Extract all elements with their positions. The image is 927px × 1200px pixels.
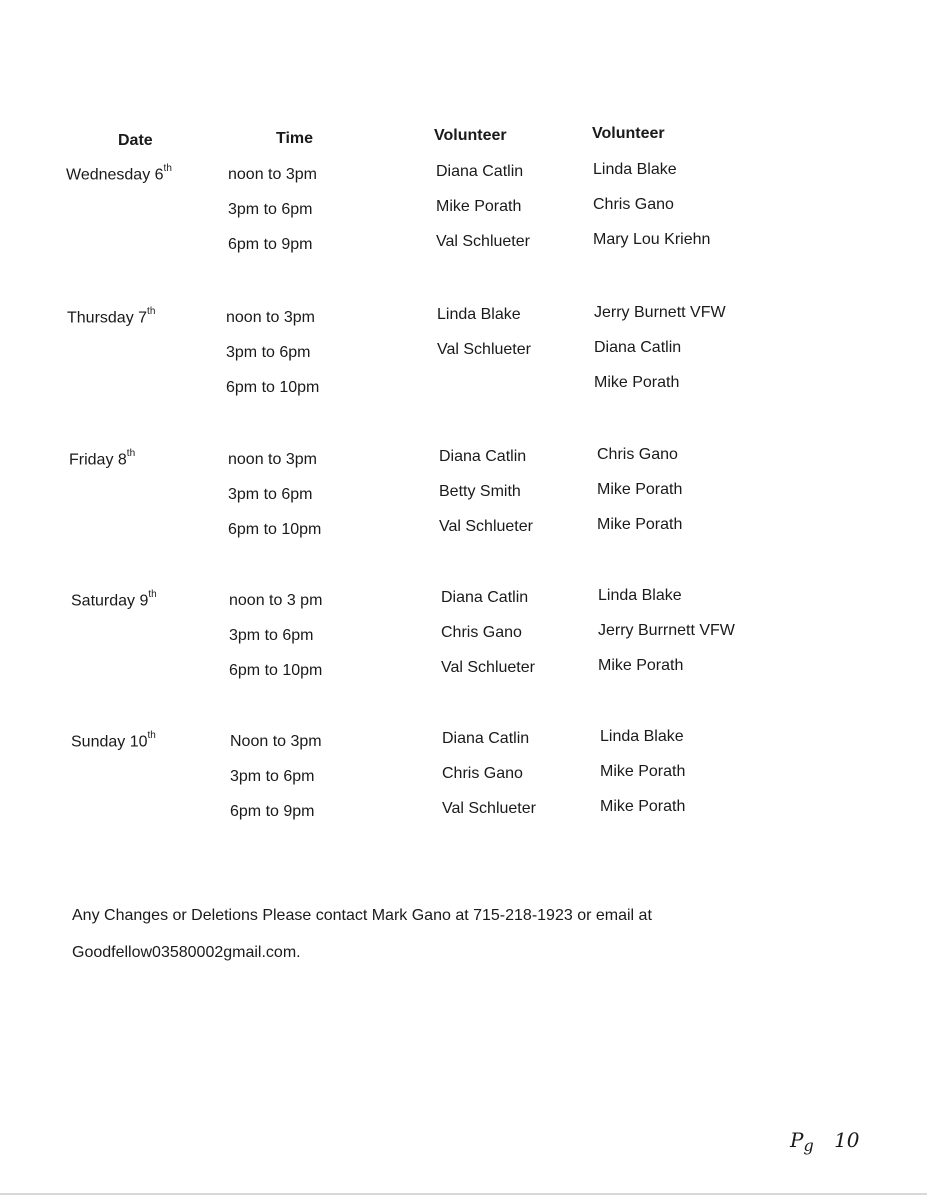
contact-note-line-2: Goodfellow03580002gmail.com.	[72, 944, 301, 961]
volunteer-1-name: Diana Catlin	[436, 163, 524, 180]
time-slot: 6pm to 9pm	[228, 236, 313, 253]
page-mark-prefix: P	[790, 1128, 804, 1152]
volunteer-1-name: Val Schlueter	[436, 233, 530, 250]
volunteer-2-name: Mike Porath	[594, 374, 680, 391]
header-volunteer-2: Volunteer	[592, 125, 665, 142]
day-text: Wednesday 6	[66, 166, 164, 184]
day-label	[66, 165, 172, 184]
volunteer-1-name: Val Schlueter	[439, 518, 533, 535]
day-text: Thursday 7	[67, 309, 148, 327]
volunteer-1-name: Val Schlueter	[442, 800, 536, 817]
page-mark-sub: g	[803, 1136, 814, 1155]
day-text: Saturday 9	[71, 592, 149, 610]
header-volunteer-1: Volunteer	[434, 127, 507, 144]
volunteer-2-name: Mike Porath	[600, 798, 686, 815]
contact-note-line-1: Any Changes or Deletions Please contact Mark Gano at 715-218-1923 or email at	[72, 907, 652, 924]
time-slot: 6pm to 10pm	[226, 379, 320, 396]
time-slot: 6pm to 10pm	[228, 521, 322, 538]
day-label	[71, 732, 156, 751]
day-label	[69, 450, 135, 469]
volunteer-2-name: Mike Porath	[597, 516, 683, 533]
time-slot: 3pm to 6pm	[228, 201, 313, 218]
header-time: Time	[276, 130, 314, 147]
volunteer-2-name: Mary Lou Kriehn	[593, 231, 711, 248]
volunteer-2-name: Chris Gano	[593, 196, 674, 213]
day-ordinal-suffix: th	[163, 163, 172, 174]
day-text: Sunday 10	[71, 733, 148, 751]
day-label	[67, 308, 155, 327]
volunteer-1-name: Diana Catlin	[439, 448, 527, 465]
volunteer-2-name: Chris Gano	[597, 446, 678, 463]
scan-bottom-edge	[0, 1193, 927, 1195]
volunteer-2-name: Linda Blake	[600, 728, 684, 745]
volunteer-2-name: Mike Porath	[600, 763, 686, 780]
time-slot: 3pm to 6pm	[228, 486, 313, 503]
volunteer-2-name: Mike Porath	[598, 657, 684, 674]
day-ordinal-suffix: th	[148, 589, 157, 600]
time-slot: 3pm to 6pm	[229, 627, 314, 644]
volunteer-1-name: Betty Smith	[439, 483, 521, 500]
volunteer-2-name: Linda Blake	[593, 161, 677, 178]
time-slot: 3pm to 6pm	[230, 768, 315, 785]
volunteer-1-name: Diana Catlin	[442, 730, 530, 747]
time-slot: noon to 3pm	[228, 166, 317, 183]
day-ordinal-suffix: th	[126, 448, 136, 459]
time-slot: 3pm to 6pm	[226, 344, 311, 361]
time-slot: noon to 3pm	[228, 451, 317, 468]
day-ordinal-suffix: th	[147, 730, 156, 741]
time-slot: Noon to 3pm	[230, 733, 322, 750]
day-text: Friday 8	[69, 451, 127, 469]
page-mark-number: 10	[834, 1128, 860, 1152]
volunteer-2-name: Jerry Burrnett VFW	[598, 622, 735, 639]
volunteer-1-name: Chris Gano	[441, 624, 522, 641]
volunteer-1-name: Diana Catlin	[441, 589, 529, 606]
time-slot: 6pm to 10pm	[229, 662, 323, 679]
header-date: Date	[118, 132, 153, 149]
time-slot: 6pm to 9pm	[230, 803, 315, 820]
day-ordinal-suffix: th	[147, 306, 156, 317]
volunteer-1-name: Val Schlueter	[437, 341, 531, 358]
volunteer-2-name: Diana Catlin	[594, 339, 682, 356]
day-label	[71, 591, 157, 610]
time-slot: noon to 3 pm	[229, 592, 323, 609]
volunteer-2-name: Linda Blake	[598, 587, 682, 604]
time-slot: noon to 3pm	[226, 309, 315, 326]
volunteer-2-name: Mike Porath	[597, 481, 683, 498]
volunteer-2-name: Jerry Burnett VFW	[594, 304, 726, 321]
handwritten-page-number	[790, 1128, 860, 1155]
volunteer-1-name: Chris Gano	[442, 765, 523, 782]
volunteer-1-name: Val Schlueter	[441, 659, 535, 676]
volunteer-1-name: Linda Blake	[437, 306, 521, 323]
volunteer-1-name: Mike Porath	[436, 198, 522, 215]
